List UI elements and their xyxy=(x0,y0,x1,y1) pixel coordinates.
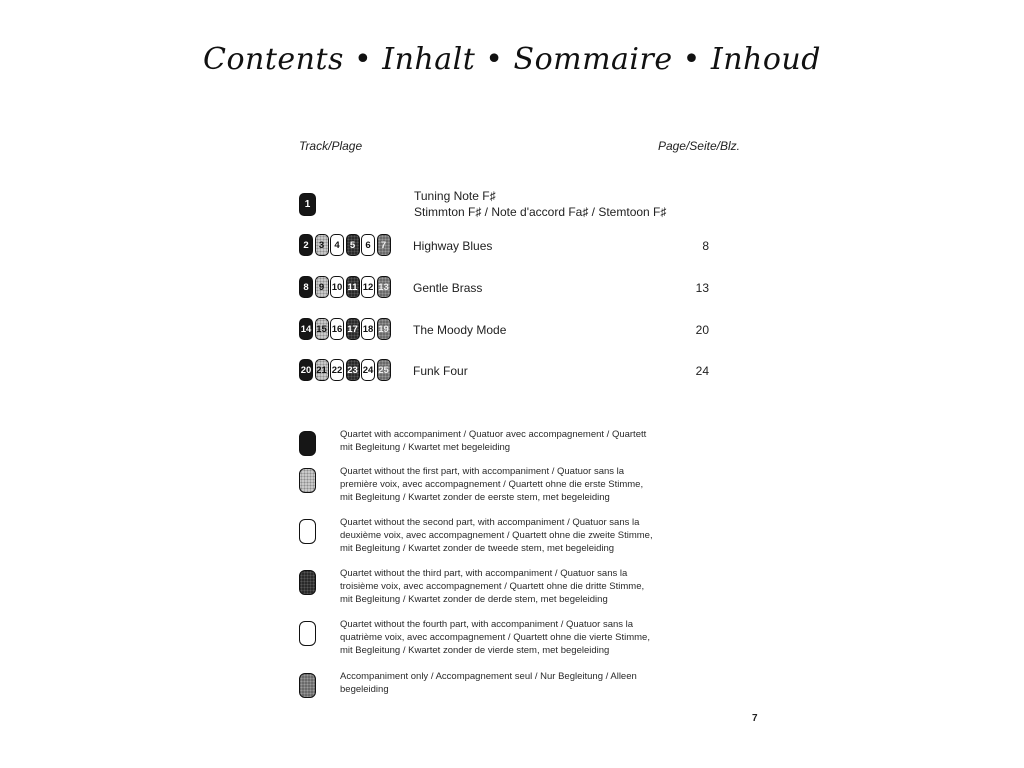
page-number: 7 xyxy=(752,713,758,724)
track-badge[interactable]: 3 xyxy=(315,234,329,256)
track-badge[interactable]: 7 xyxy=(377,234,391,256)
track-badge[interactable]: 11 xyxy=(346,276,360,298)
contents-entry xyxy=(299,318,709,344)
entry-page-number: 13 xyxy=(695,281,709,295)
legend-track-icon xyxy=(299,468,316,493)
page-title: Contents • Inhalt • Sommaire • Inhoud xyxy=(203,42,821,77)
page-column-header: Page/Seite/Blz. xyxy=(657,139,740,153)
legend-track-icon xyxy=(299,431,316,456)
legend-track-icon xyxy=(299,673,316,698)
track-badges xyxy=(299,318,392,344)
legend-text: Quartet without the second part, with accompaniment / Quatuor sans la deuxième voix, avec accompagnement / Quartett ohne die zweite Stimme, mit Begleitung / Kwartet zonder de tweede stem, met begeleiding xyxy=(340,517,653,554)
track-badge[interactable]: 13 xyxy=(377,276,391,298)
track-badge[interactable]: 24 xyxy=(361,359,375,381)
legend-track-icon xyxy=(299,621,316,646)
track-badge[interactable]: 16 xyxy=(330,318,344,340)
legend-track-icon xyxy=(299,519,316,544)
track-badge[interactable]: 6 xyxy=(361,234,375,256)
entry-page-number: 20 xyxy=(695,323,709,337)
contents-entry xyxy=(299,234,709,260)
track-badges xyxy=(299,359,392,385)
track-badge[interactable]: 25 xyxy=(377,359,391,381)
track-badge[interactable]: 5 xyxy=(346,234,360,256)
track-column-header: Track/Plage xyxy=(299,139,363,153)
legend-text: Quartet without the first part, with accompaniment / Quatuor sans la première voix, avec accompagnement / Quartett ohne die erste Stimme, mit Begleitung / Kwartet zonder de eerste stem, met begeleiding xyxy=(340,466,644,503)
track-badge[interactable]: 2 xyxy=(299,234,313,256)
track-badge[interactable]: 15 xyxy=(315,318,329,340)
track-badge[interactable]: 18 xyxy=(361,318,375,340)
legend-track-icon xyxy=(299,570,316,595)
legend-text: Accompaniment only / Accompagnement seul / Nur Begleitung / Alleen begeleiding xyxy=(340,671,637,695)
track-badge[interactable]: 4 xyxy=(330,234,344,256)
entry-page-number: 8 xyxy=(702,239,709,253)
track-badge[interactable]: 17 xyxy=(346,318,360,340)
entry-title[interactable]: Highway Blues xyxy=(413,239,493,253)
track-badge[interactable]: 1 xyxy=(299,193,316,216)
track-badge[interactable]: 23 xyxy=(346,359,360,381)
track-badge[interactable]: 8 xyxy=(299,276,313,298)
entry-page-number: 24 xyxy=(695,364,709,378)
track-badge[interactable]: 22 xyxy=(330,359,344,381)
entry-title[interactable]: Funk Four xyxy=(413,364,468,378)
track-badge[interactable]: 21 xyxy=(315,359,329,381)
entry-title[interactable]: Gentle Brass xyxy=(413,281,483,295)
legend-text: Quartet without the fourth part, with accompaniment / Quatuor sans la quatrième voix, avec accompagnement / Quartett ohne die vierte Stimme, mit Begleitung / Kwartet zonder de vierde stem, met begeleiding xyxy=(340,619,650,656)
tuning-line-2: Stimmton F♯ / Note d'accord Fa♯ / Stemtoon F♯ xyxy=(414,205,667,219)
track-badges xyxy=(299,234,392,260)
tuning-note xyxy=(414,188,666,220)
track-badge[interactable]: 14 xyxy=(299,318,313,340)
contents-entry xyxy=(299,359,709,385)
entry-title[interactable]: The Moody Mode xyxy=(413,323,507,337)
track-badge[interactable]: 19 xyxy=(377,318,391,340)
legend-text: Quartet with accompaniment / Quatuor avec accompagnement / Quartett mit Begleitung / Kwartet met begeleiding xyxy=(340,429,647,453)
contents-entry xyxy=(299,276,709,302)
legend-text: Quartet without the third part, with accompaniment / Quatuor sans la troisième voix, avec accompagnement / Quartett ohne die dritte Stimme, mit Begleitung / Kwartet zonder de derde stem, met begeleiding xyxy=(340,568,645,605)
track-badge[interactable]: 9 xyxy=(315,276,329,298)
track-badge[interactable]: 12 xyxy=(361,276,375,298)
track-badge[interactable]: 10 xyxy=(330,276,344,298)
tuning-line-1: Tuning Note F♯ xyxy=(414,189,496,203)
track-badges xyxy=(299,276,392,302)
track-badge[interactable]: 20 xyxy=(299,359,313,381)
